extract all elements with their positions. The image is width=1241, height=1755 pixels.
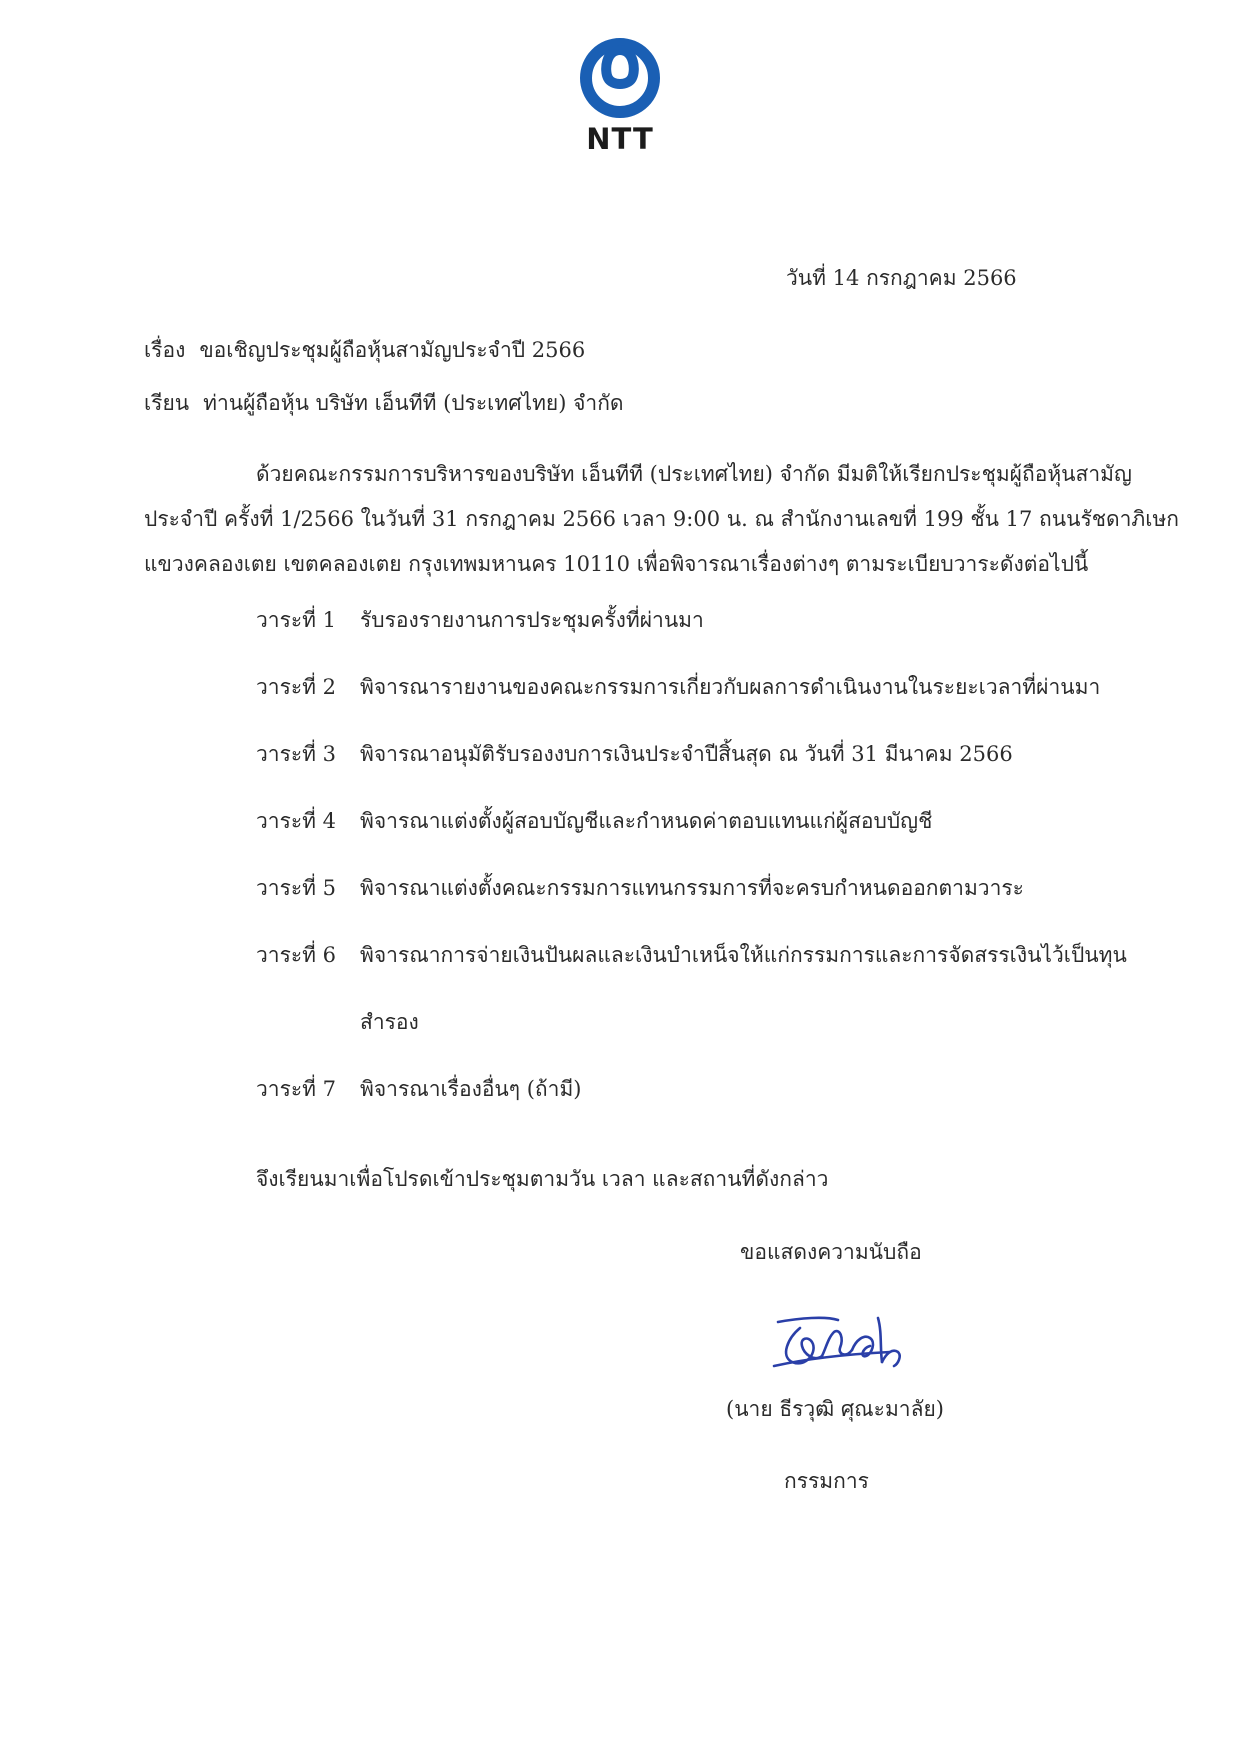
subject-line [144, 334, 585, 367]
agenda-text-continuation: สำรอง [360, 1010, 419, 1034]
agenda-item-6 [256, 939, 1127, 1034]
agenda-item-2 [256, 671, 1100, 704]
agenda-text: พิจารณาแต่งตั้งผู้สอบบัญชีและกำหนดค่าตอบแทนแก่ผู้สอบบัญชี [360, 809, 933, 833]
agenda-label: วาระที่ 2 [256, 675, 337, 699]
handwritten-signature [770, 1308, 920, 1378]
signer-position: กรรมการ [784, 1469, 869, 1493]
subject-label: เรื่อง [144, 338, 186, 362]
agenda-text: พิจารณาอนุมัติรับรองงบการเงินประจำปีสิ้นสุด ณ วันที่ 31 มีนาคม 2566 [360, 742, 1013, 766]
logo-text: NTT [586, 122, 654, 156]
agenda-label: วาระที่ 5 [256, 876, 337, 900]
closing-sentence: จึงเรียนมาเพื่อโปรดเข้าประชุมตามวัน เวลา และสถานที่ดังกล่าว [256, 1167, 829, 1191]
agenda-text: พิจารณารายงานของคณะกรรมการเกี่ยวกับผลการดำเนินงานในระยะเวลาที่ผ่านมา [360, 675, 1101, 699]
agenda-text: พิจารณาแต่งตั้งคณะกรรมการแทนกรรมการที่จะครบกำหนดออกตามวาระ [360, 876, 1024, 900]
agenda-item-1 [256, 604, 704, 637]
signature-icon [770, 1308, 920, 1378]
paragraph-line-3: แขวงคลองเตย เขตคลองเตย กรุงเทพมหานคร 10110 เพื่อพิจารณาเรื่องต่างๆ ตามระเบียบวาระดังต่อไปนี้ [144, 552, 1089, 576]
agenda-text: พิจารณาการจ่ายเงินปันผลและเงินบำเหน็จให้แก่กรรมการและการจัดสรรเงินไว้เป็นทุน [360, 943, 1127, 967]
paragraph-line-1: ด้วยคณะกรรมการบริหารของบริษัท เอ็นทีที (ประเทศไทย) จำกัด มีมติให้เรียกประชุมผู้ถือหุ้นสามัญ [256, 462, 1132, 486]
agenda-item-4 [256, 805, 932, 838]
recipient-line [144, 387, 624, 420]
agenda-item-7 [256, 1073, 581, 1106]
agenda-item-3 [256, 738, 1013, 771]
agenda-label: วาระที่ 1 [256, 608, 337, 632]
agenda-label: วาระที่ 3 [256, 742, 337, 766]
regards-text: ขอแสดงความนับถือ [740, 1240, 922, 1264]
letter-date: วันที่ 14 กรกฎาคม 2566 [786, 266, 1017, 290]
agenda-text: พิจารณาเรื่องอื่นๆ (ถ้ามี) [360, 1077, 582, 1101]
paragraph-line-2: ประจำปี ครั้งที่ 1/2566 ในวันที่ 31 กรกฎาคม 2566 เวลา 9:00 น. ณ สำนักงานเลขที่ 199 ชั้น 17 ถนนรัชดาภิเษก [144, 507, 1180, 531]
ntt-logo [570, 36, 670, 156]
subject-text: ขอเชิญประชุมผู้ถือหุ้นสามัญประจำปี 2566 [199, 338, 586, 362]
ntt-logo-icon [570, 36, 670, 122]
agenda-label: วาระที่ 7 [256, 1077, 337, 1101]
signer-name: (นาย ธีรวุฒิ ศุณะมาลัย) [726, 1397, 944, 1421]
recipient-label: เรียน [144, 391, 190, 415]
agenda-text: รับรองรายงานการประชุมครั้งที่ผ่านมา [360, 608, 704, 632]
agenda-label: วาระที่ 4 [256, 809, 337, 833]
recipient-text: ท่านผู้ถือหุ้น บริษัท เอ็นทีที (ประเทศไทย) จำกัด [203, 391, 624, 415]
agenda-label: วาระที่ 6 [256, 943, 337, 967]
agenda-item-5 [256, 872, 1024, 905]
